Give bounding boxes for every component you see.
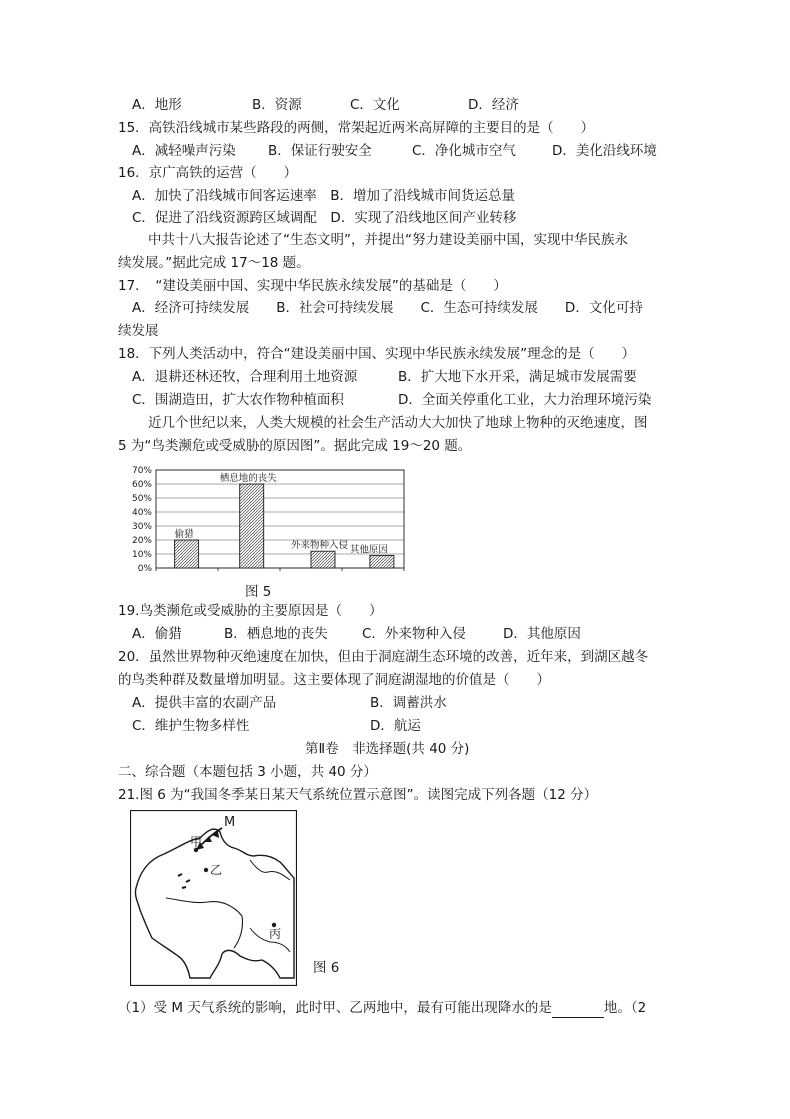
y-tick-label: 30%	[131, 522, 152, 532]
q20-option-d: D．航运	[370, 718, 421, 734]
bar-label-3: 其他原因	[349, 544, 388, 556]
q17-stem: 17． “建设美丽中国、实现中华民族永续发展”的基础是（ ）	[118, 278, 507, 294]
q19-option-b: B．栖息地的丧失	[224, 626, 328, 642]
q16-options-row2: C．促进了沿线资源跨区域调配 D．实现了沿线地区间产业转移	[132, 210, 517, 226]
q15-stem: 15．高铁沿线城市某些路段的两侧，常架起近两米高屏障的主要目的是（ ）	[118, 120, 595, 136]
bar-0	[175, 540, 199, 568]
y-tick-label: 40%	[131, 508, 152, 518]
q20-option-b: B．调蓄洪水	[370, 695, 447, 711]
bar-2	[311, 551, 335, 568]
intro-19-20-line2: 5 为“鸟类濒危或受威胁的原因图”。据此完成 19～20 题。	[118, 438, 472, 454]
q20-option-c: C．维护生物多样性	[132, 718, 250, 734]
figure-5-bar-chart	[120, 462, 420, 580]
y-tick-label: 70%	[131, 466, 152, 476]
q18-option-c: C．围湖造田，扩大农作物种植面积	[132, 392, 344, 408]
bar-1	[240, 484, 264, 568]
q21-stem: 21.图 6 为“我国冬季某日某天气系统位置示意图”。读图完成下列各题（12 分）	[118, 787, 598, 803]
q20-stem-line2: 的鸟类种群及数量增加明显。这主要体现了洞庭湖湿地的价值是（ ）	[118, 672, 550, 688]
q18-option-a: A．退耕还林还牧，合理利用土地资源	[132, 369, 358, 385]
q15-option-a: A．减轻噪声污染	[132, 143, 236, 159]
q17-options-row1: A．经济可持续发展 B．社会可持续发展 C．生态可持续发展 D．文化可持	[132, 300, 643, 316]
q21-sub1	[118, 998, 646, 1018]
q14-option-c: C．文化	[350, 97, 400, 113]
intro-17-18-line2: 续发展。”据此完成 17～18 题。	[118, 255, 310, 271]
q19-stem: 19.鸟类濒危或受威胁的主要原因是（ ）	[118, 603, 383, 619]
q20-option-a: A．提供丰富的农副产品	[132, 695, 277, 711]
y-tick-label: 20%	[131, 536, 152, 546]
map-label-bing: 丙	[269, 927, 282, 941]
figure-6-caption: 图 6	[313, 960, 340, 976]
q16-options-row1: A．加快了沿线城市间客运速率 B．增加了沿线城市间货运总量	[132, 188, 515, 204]
bar-3	[370, 555, 394, 568]
q18-option-d: D．全面关停重化工业，大力治理环境污染	[398, 392, 652, 408]
q14-option-d: D．经济	[468, 97, 519, 113]
q14-option-a: A．地形	[132, 97, 182, 113]
q15-option-d: D．美化沿线环境	[552, 143, 657, 159]
intro-19-20-line1: 近几个世纪以来，人类大规模的社会生产活动大大加快了地球上物种的灭绝速度，图	[148, 415, 648, 431]
map-label-yi: 乙	[210, 863, 223, 877]
q20-stem-line1: 20．虽然世界物种灭绝速度在加快，但由于洞庭湖生态环境的改善，近年来，到湖区越冬	[118, 649, 649, 665]
q18-stem: 18．下列人类活动中，符合“建设美丽中国、实现中华民族永续发展”理念的是（ ）	[118, 346, 636, 362]
q17-options-row2: 续发展	[118, 323, 159, 339]
bar-label-2: 外来物种入侵	[291, 540, 349, 552]
q21-sub1-suffix: 地。（2	[603, 1000, 647, 1016]
q19-option-a: A．偷猎	[132, 626, 182, 642]
q19-option-d: D．其他原因	[503, 626, 581, 642]
q15-option-c: C．净化城市空气	[412, 143, 516, 159]
q21-sub1-text: （1）受 M 天气系统的影响，此时甲、乙两地中，最有可能出现降水的是	[118, 1000, 552, 1016]
section-2-heading: 二、综合题（本题包括 3 小题，共 40 分）	[118, 764, 377, 780]
map-label-jia: 甲	[190, 835, 203, 849]
q16-stem: 16．京广高铁的运营（ ）	[118, 165, 298, 181]
y-tick-label: 10%	[131, 550, 152, 560]
q15-option-b: B．保证行驶安全	[268, 143, 372, 159]
intro-17-18-line1: 中共十八大报告论述了“生态文明”，并提出“努力建设美丽中国，实现中华民族永	[148, 232, 628, 248]
y-tick-label: 60%	[131, 480, 152, 490]
figure-6-map	[130, 810, 297, 986]
y-tick-label: 50%	[131, 494, 152, 504]
q18-option-b: B．扩大地下水开采，满足城市发展需要	[398, 369, 637, 385]
bar-label-0: 偷猎	[174, 529, 194, 540]
answer-blank[interactable]	[552, 1003, 604, 1018]
figure-5-caption: 图 5	[245, 584, 272, 600]
y-tick-label: 0%	[137, 564, 152, 574]
q14-option-b: B．资源	[252, 97, 302, 113]
map-label-m: M	[224, 815, 236, 830]
part-2-title: 第Ⅱ卷 非选择题(共 40 分)	[305, 741, 470, 757]
point-yi	[204, 868, 208, 872]
bar-label-1: 栖息地的丧失	[219, 473, 277, 484]
q19-option-c: C．外来物种入侵	[362, 626, 466, 642]
